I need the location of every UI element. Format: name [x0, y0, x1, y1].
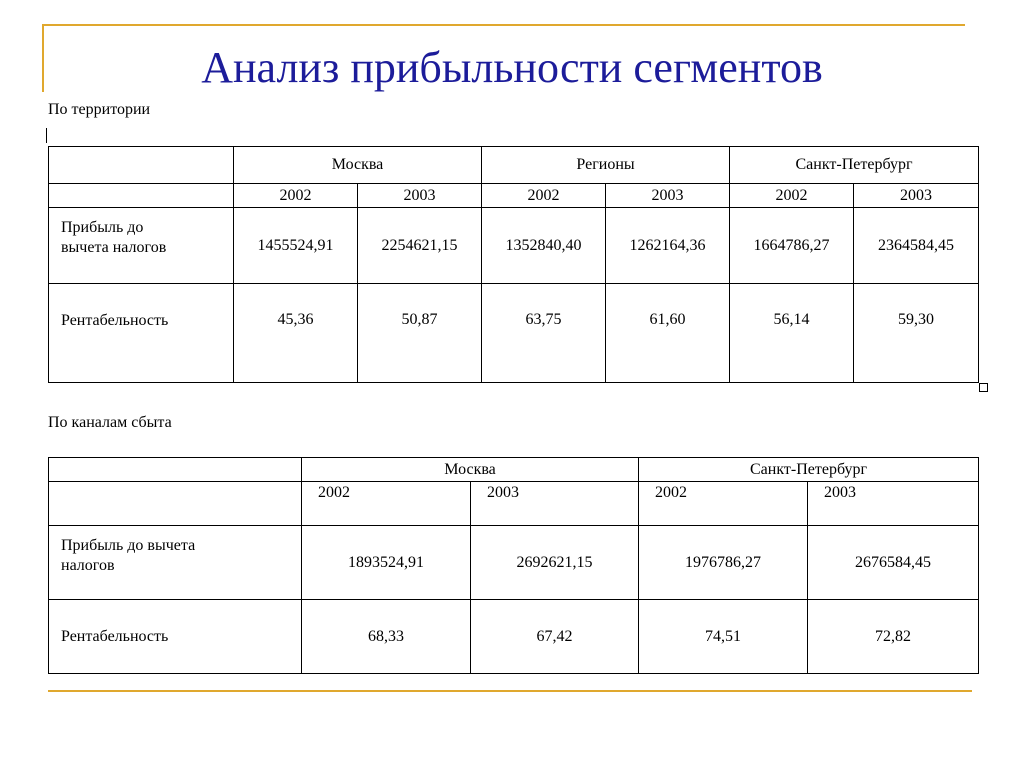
row-label-line: Прибыль до вычета	[61, 537, 196, 554]
value-cell: 1893524,91	[302, 526, 471, 600]
value-cell: 2692621,15	[471, 526, 639, 600]
value-cell: 1262164,36	[606, 208, 730, 284]
table-resize-handle[interactable]	[979, 383, 988, 392]
table-row-profitability	[49, 600, 979, 674]
value-cell: 1455524,91	[234, 208, 358, 284]
value-cell: 2364584,45	[854, 208, 979, 284]
sales-channels-table	[48, 457, 979, 674]
table-header-row	[49, 147, 979, 184]
value-cell: 45,36	[234, 284, 358, 383]
row-label-line: налогов	[61, 557, 115, 574]
accent-line-top	[42, 24, 965, 26]
year-cell: 2002	[234, 184, 358, 208]
row-label-profitability: Рентабельность	[49, 284, 234, 383]
territory-table	[48, 146, 979, 383]
year-cell: 2003	[854, 184, 979, 208]
year-cell: 2003	[471, 482, 639, 526]
row-label-profitability: Рентабельность	[49, 600, 302, 674]
value-cell: 56,14	[730, 284, 854, 383]
region-header-spb: Санкт-Петербург	[730, 147, 979, 184]
value-cell: 2254621,15	[358, 208, 482, 284]
table-corner-cell	[49, 482, 302, 526]
value-cell: 59,30	[854, 284, 979, 383]
year-cell: 2003	[808, 482, 979, 526]
page-title: Анализ прибыльности сегментов	[201, 43, 823, 92]
table-year-row	[49, 184, 979, 208]
value-cell: 67,42	[471, 600, 639, 674]
table-corner-cell	[49, 184, 234, 208]
table-row-profit	[49, 526, 979, 600]
text-cursor	[46, 128, 47, 143]
table-header-row	[49, 458, 979, 482]
value-cell: 61,60	[606, 284, 730, 383]
table-row-profitability	[49, 284, 979, 383]
value-cell: 68,33	[302, 600, 471, 674]
section-caption-sales-channels: По каналам сбыта	[48, 414, 172, 431]
year-cell: 2002	[639, 482, 808, 526]
table-corner-cell	[49, 147, 234, 184]
row-label-profit	[49, 208, 234, 284]
row-label-line: вычета налогов	[61, 239, 167, 256]
value-cell: 1352840,40	[482, 208, 606, 284]
value-cell: 72,82	[808, 600, 979, 674]
year-cell: 2003	[606, 184, 730, 208]
region-header-spb: Санкт-Петербург	[639, 458, 979, 482]
section-caption-territory: По территории	[48, 101, 151, 118]
region-header-moscow: Москва	[302, 458, 639, 482]
year-cell: 2003	[358, 184, 482, 208]
value-cell: 2676584,45	[808, 526, 979, 600]
year-cell: 2002	[482, 184, 606, 208]
table-corner-cell	[49, 458, 302, 482]
table-year-row	[49, 482, 979, 526]
value-cell: 63,75	[482, 284, 606, 383]
table-row-profit	[49, 208, 979, 284]
value-cell: 1664786,27	[730, 208, 854, 284]
accent-line-bottom	[48, 690, 972, 692]
region-header-moscow: Москва	[234, 147, 482, 184]
value-cell: 50,87	[358, 284, 482, 383]
value-cell: 74,51	[639, 600, 808, 674]
year-cell: 2002	[302, 482, 471, 526]
row-label-profit	[49, 526, 302, 600]
year-cell: 2002	[730, 184, 854, 208]
region-header-regions: Регионы	[482, 147, 730, 184]
value-cell: 1976786,27	[639, 526, 808, 600]
row-label-line: Прибыль до	[61, 219, 144, 236]
